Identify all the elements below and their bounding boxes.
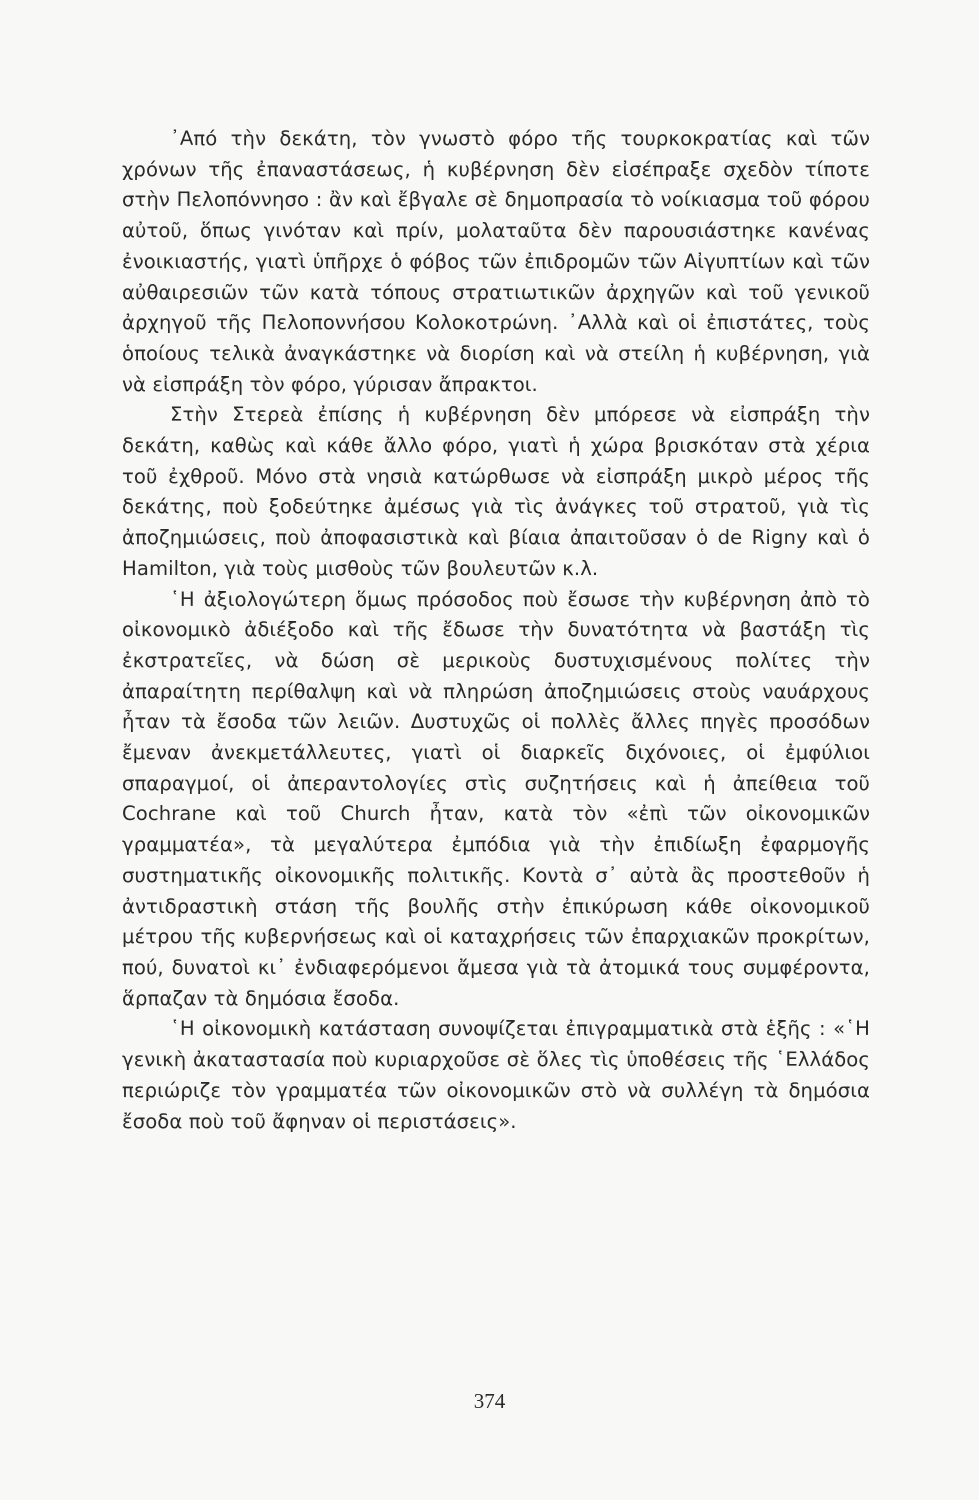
paragraph-tithe-peloponnese: ᾿Από τὴν δεκάτη, τὸν γνωστὸ φόρο τῆς τουρκοκρατίας καὶ τῶν χρόνων τῆς ἐπαναστάσεως, ἡ κυβέρνηση δὲν εἰσέπραξε σχεδὸν τίποτε στὴν Πελοπόννησο : ἂν καὶ ἔβγαλε σὲ δημοπρασία τὸ νοίκιασμα τοῦ φόρου αὐτοῦ, ὅπως γινόταν καὶ πρίν, μολαταῦτα δὲν παρουσιάστηκε κανένας ἐνοικιαστής, γιατὶ ὑπῆρχε ὁ φόβος τῶν ἐπιδρομῶν τῶν Αἰγυπτίων καὶ τῶν αὐθαιρεσιῶν τῶν κατὰ τόπους στρατιωτικῶν ἀρχηγῶν καὶ τοῦ γενικοῦ ἀρχηγοῦ τῆς Πελοποννήσου Κολοκοτρώνη. ᾿Αλλὰ καὶ οἱ ἐπιστάτες, τοὺς ὁποίους τελικὰ ἀναγκάστηκε νὰ διορίση καὶ νὰ στείλη ἡ κυβέρνηση, γιὰ νὰ εἰσπράξη τὸν φόρο, γύρισαν ἄπρακτοι. — [122, 127, 870, 396]
paragraph-financial-summary: ῾Η οἰκονομικὴ κατάσταση συνοψίζεται ἐπιγραμματικὰ στὰ ἑξῆς : «῾Η γενικὴ ἀκαταστασία ποὺ κυριαρχοῦσε σὲ ὅλες τὶς ὑποθέσεις τῆς ῾Ελλάδος περιώριζε τὸν γραμματέα τῶν οἰκονομικῶν στὸ νὰ συλλέγη τὰ δημόσια ἔσοδα ποὺ τοῦ ἄφηναν οἱ περιστάσεις». — [122, 1017, 870, 1133]
paragraph-spoils-revenue: ῾Η ἀξιολογώτερη ὅμως πρόσοδος ποὺ ἔσωσε τὴν κυβέρνηση ἀπὸ τὸ οἰκονομικὸ ἀδιέξοδο καὶ τῆς ἔδωσε τὴν δυνατότητα νὰ βαστάξη τὶς ἐκστρατεῖες, νὰ δώση σὲ μερικοὺς δυστυχισμένους πολίτες τὴν ἀπαραίτητη περίθαλψη καὶ νὰ πληρώση ἀποζημιώσεις στοὺς ναυάρχους ἦταν τὰ ἔσοδα τῶν λειῶν. Δυστυχῶς οἱ πολλὲς ἄλλες πηγὲς προσόδων ἔμεναν ἀνεκμετάλλευτες, γιατὶ οἱ διαρκεῖς διχόνοιες, οἱ ἐμφύλιοι σπαραγμοί, οἱ ἀπεραντολογίες στὶς συζητήσεις καὶ ἡ ἀπείθεια τοῦ Cochrane καὶ τοῦ Church ἦταν, κατὰ τὸν «ἐπὶ τῶν οἰκονομικῶν γραμματέα», τὰ μεγαλύτερα ἐμπόδια γιὰ τὴν ἐπιδίωξη ἐφαρμογῆς συστηματικῆς οἰκονομικῆς πολιτικῆς. Κοντὰ σ᾿ αὐτὰ ἂς προστεθοῦν ἡ ἀντιδραστικὴ στάση τῆς βουλῆς στὴν ἐπικύρωση κάθε οἰκονομικοῦ μέτρου τῆς κυβερνήσεως καὶ οἱ καταχρήσεις τῶν ἐπαρχιακῶν προκρίτων, πού, δυνατοὶ κι᾿ ἐνδιαφερόμενοι ἄμεσα γιὰ τὰ ἀτομικά τους συμφέροντα, ἅρπαζαν τὰ δημόσια ἔσοδα. — [122, 587, 870, 1010]
paragraph-tithe-sterea: Στὴν Στερεὰ ἐπίσης ἡ κυβέρνηση δὲν μπόρεσε νὰ εἰσπράξη τὴν δεκάτη, καθὼς καὶ κάθε ἄλλο φόρο, γιατὶ ἡ χώρα βρισκόταν στὰ χέρια τοῦ ἐχθροῦ. Μόνο στὰ νησιὰ κατώρθωσε νὰ εἰσπράξη μικρὸ μέρος τῆς δεκάτης, ποὺ ξοδεύτηκε ἀμέσως γιὰ τὶς ἀνάγκες τοῦ στρατοῦ, γιὰ τὶς ἀποζημιώσεις, ποὺ ἀποφασιστικὰ καὶ βίαια ἀπαιτοῦσαν ὁ de Rigny καὶ ὁ Hamilton, γιὰ τοὺς μισθοὺς τῶν βουλευτῶν κ.λ. — [122, 403, 870, 580]
page-number: 374 — [473, 1389, 506, 1413]
body-text — [122, 124, 870, 1137]
